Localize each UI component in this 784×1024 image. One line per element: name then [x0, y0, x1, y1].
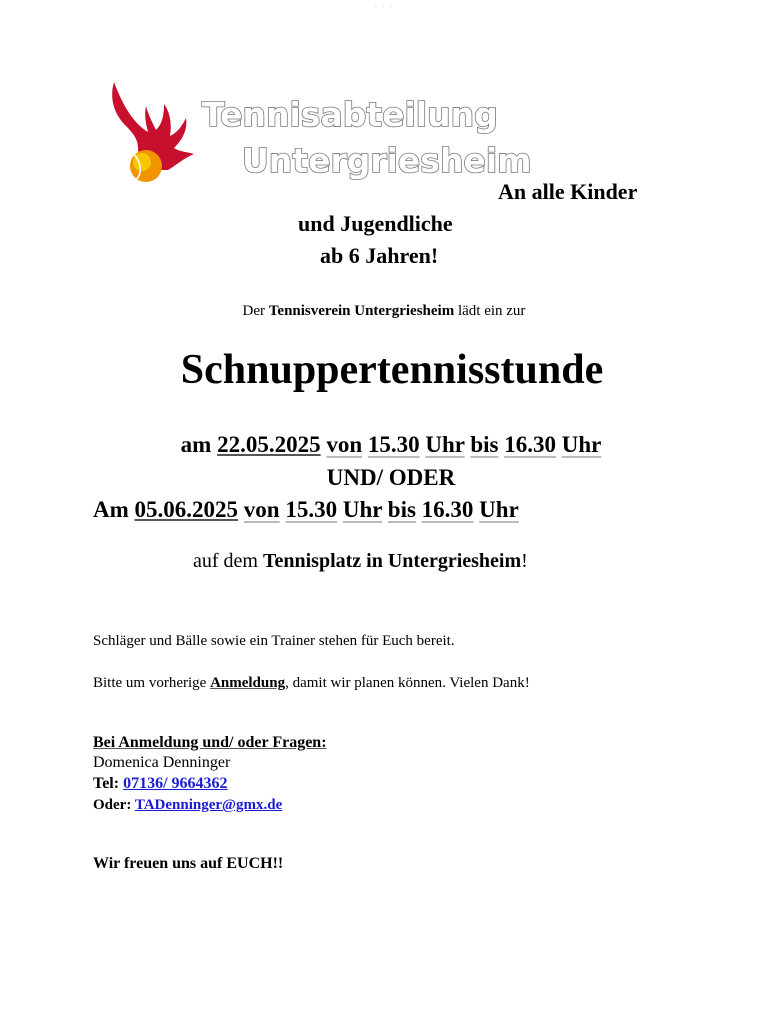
registration-suffix: , damit wir planen können. Vielen Dank! [285, 675, 530, 691]
invite-line [0, 303, 768, 320]
date1-prefix: am [180, 432, 212, 457]
club-logo [108, 78, 532, 190]
date2-start: 15.30 [285, 497, 338, 522]
registration-word: Anmeldung [210, 675, 286, 691]
date2-prefix: Am [93, 497, 129, 522]
stag-logo-icon [108, 78, 532, 190]
page-indicator-dots: · · · [374, 2, 394, 12]
location-line [193, 550, 528, 573]
tel-link[interactable]: 07136/ 9664362 [123, 775, 228, 792]
closing-text: Wir freuen uns auf EUCH!! [93, 855, 284, 872]
tel-label: Tel: [93, 775, 120, 792]
email-link[interactable]: TADenninger@gmx.de [134, 797, 283, 813]
contact-tel-line [93, 775, 228, 793]
date1-bis: bis [470, 432, 499, 457]
date1-uhr1: Uhr [425, 432, 465, 457]
email-label: Oder: [93, 797, 132, 813]
date-line-1 [0, 432, 782, 458]
date2-from: von [243, 497, 280, 522]
registration-text [93, 675, 530, 692]
date2-bis: bis [387, 497, 416, 522]
date1-date: 22.05.2025 [217, 432, 321, 457]
date1-uhr2: Uhr [561, 432, 602, 457]
dates-connector: UND/ ODER [326, 465, 456, 490]
date2-uhr1: Uhr [342, 497, 383, 522]
audience-line-1: An alle Kinder [498, 179, 638, 204]
date1-end: 16.30 [504, 432, 556, 457]
equipment-text: Schläger und Bälle sowie ein Trainer stehen für Euch bereit. [93, 633, 455, 649]
audience-line-2: und Jugendliche [298, 211, 453, 236]
date2-uhr2: Uhr [479, 497, 519, 522]
location-place: Tennisplatz in Untergriesheim [262, 550, 522, 572]
logo-text-line1: Tennisabteilung [202, 95, 498, 134]
date1-from: von [326, 432, 363, 457]
event-title: Schnuppertennisstunde [180, 347, 604, 393]
invite-suffix: lädt ein zur [457, 303, 526, 319]
date-line-2 [93, 497, 519, 523]
contact-email-line [93, 797, 282, 814]
location-prefix: auf dem [193, 550, 258, 572]
date2-end: 16.30 [421, 497, 474, 522]
location-suffix: ! [521, 550, 528, 572]
logo-text-line2: Untergriesheim [242, 141, 532, 180]
audience-line-3: ab 6 Jahren! [320, 243, 439, 268]
date1-start: 15.30 [367, 432, 420, 457]
invite-club-name: Tennisverein Untergriesheim [268, 303, 455, 319]
invite-prefix: Der [242, 303, 266, 319]
contact-name: Domenica Denninger [93, 754, 231, 771]
contact-heading: Bei Anmeldung und/ oder Fragen: [93, 734, 327, 751]
date2-date: 05.06.2025 [134, 497, 239, 522]
registration-prefix: Bitte um vorherige [93, 675, 207, 691]
